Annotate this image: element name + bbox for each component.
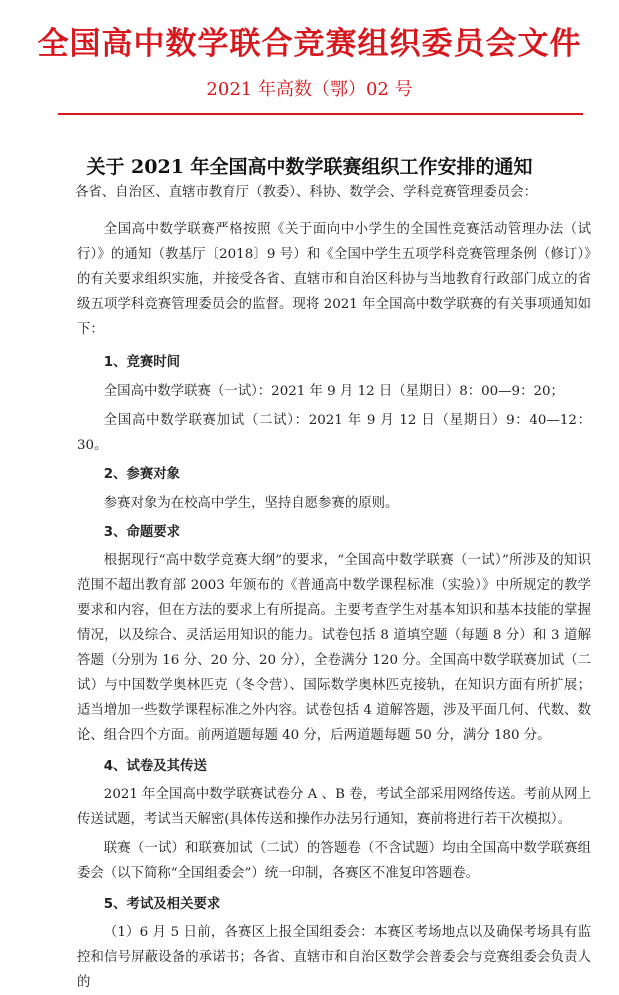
salutation: 各省、自治区、直辖市教育厅（教委）、科协、数学会、学科竞赛管理委员会： <box>75 185 537 200</box>
section-heading-participants: 2、参赛对象 <box>103 467 181 482</box>
schedule-line-first-round: 全国高中数学联赛（一试）：2021 年 9 月 12 日（星期日）8：00—9：20； <box>103 384 564 399</box>
document-body <box>77 180 591 995</box>
section-heading-papers: 4、试卷及其传送 <box>103 759 207 774</box>
red-divider <box>58 113 583 115</box>
notice-title: 关于 2021 年全国高中数学联赛组织工作安排的通知 <box>86 156 533 178</box>
papers-paragraph-1: 2021 年全国高中数学联赛试卷分 A 、B 卷，考试全部采用网络传送。考前从网上传送试题，考试当天解密(具体传送和操作办法另行通知，赛前将进行若干次模拟）。 <box>77 787 591 827</box>
papers-paragraph-2: 联赛（一试）和联赛加试（二试）的答题卷（不含试题）均由全国高中数学联赛组委会（以下简称“全国组委会”）统一印制，各赛区不准复印答题卷。 <box>77 841 591 881</box>
org-header-title: 全国高中数学联合竞赛组织委员会文件 <box>37 26 582 62</box>
section-heading-requirements: 3、命题要求 <box>103 525 181 540</box>
exam-paragraph-1: （1）6 月 5 日前，各赛区上报全国组委会：本赛区考场地点以及确保考场具有监控和信号屏蔽设备的承诺书；各省、直辖市和自治区数学会普委会与竞赛组委会负责人的 <box>77 925 591 990</box>
intro-paragraph: 全国高中数学联赛严格按照《关于面向中小学生的全国性竞赛活动管理办法（试行）》的通知（教基厅〔2018〕9 号）和《全国中学生五项学科竞赛管理条例（修订）》的有关要求组织实施，并接受各省、直辖市和自治区科协与当地教育行政部门成立的省级五项学科竞赛管理委员会的监督。现将 2021 年全国高中数学联赛的有关事项通知如下： <box>77 222 591 337</box>
schedule-line-second-round: 全国高中数学联赛加试（二试）：2021 年 9 月 12 日（星期日）9：40—12：30。 <box>77 413 591 453</box>
document-number: 2021 年高数（鄂）02 号 <box>206 79 413 100</box>
section-heading-exam: 5、考试及相关要求 <box>103 897 221 912</box>
requirements-paragraph: 根据现行“高中数学竞赛大纲”的要求，“全国高中数学联赛（一试）”所涉及的知识范围不超出教育部 2003 年颁布的《普通高中数学课程标准（实验）》中所规定的教学要求和内容，但在方法的要求上有所提高。主要考查学生对基本知识和基本技能的掌握情况，以及综合、灵活运用知识的能力。试卷包括 8 道填空题（每题 8 分）和 3 道解答题（分别为 16 分、20 分、20 分），全卷满分 120 分。全国高中数学联赛加试（二试）与中国数学奥林匹克（冬令营）、国际数学奥林匹克接轨，在知识方面有所扩展；适当增加一些数学课程标准之外内容。试卷包括 4 道解答题，涉及平面几何、代数、数论、组合四个方面。前两道题每题 40 分，后两道题每题 50 分，满分 180 分。 <box>77 553 591 743</box>
section-heading-time: 1、竞赛时间 <box>103 355 181 370</box>
participants-paragraph: 参赛对象为在校高中学生，坚持自愿参赛的原则。 <box>103 496 399 511</box>
